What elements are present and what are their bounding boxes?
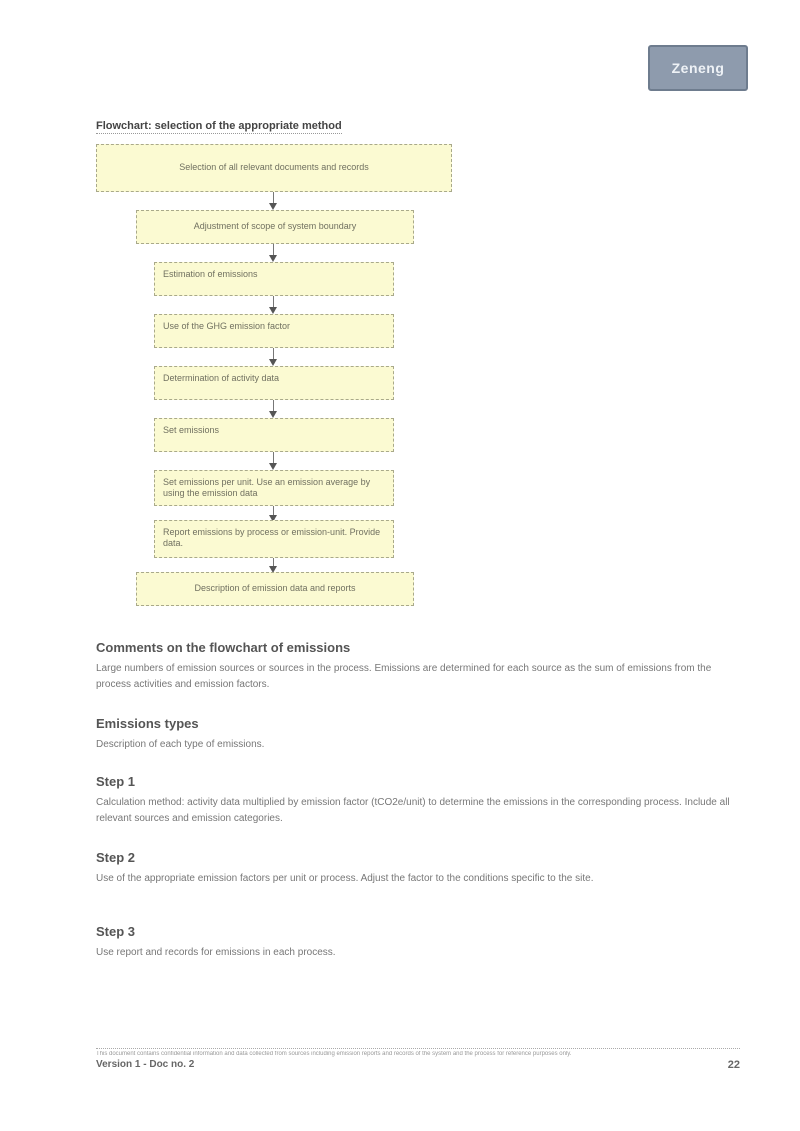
flow-step-9 — [136, 572, 414, 606]
flow-step-2 — [136, 210, 414, 244]
section-step-3 — [96, 924, 740, 961]
section-flowchart-comments — [96, 640, 740, 692]
flow-arrow-icon — [269, 255, 277, 262]
company-logo: Zeneng — [648, 45, 748, 91]
flow-step-5 — [154, 366, 394, 400]
flow-step-8-label: Report emissions by process or emission-unit. Provide data. — [163, 527, 381, 549]
flow-arrow-icon — [269, 411, 277, 418]
section-heading: Step 1 — [96, 774, 136, 789]
flow-step-1-label: Selection of all relevant documents and records — [179, 162, 369, 173]
section-body: Calculation method: activity data multiplied by emission factor (tCO2e/unit) to determine the emissions in the corresponding process. Include all relevant sources and emission categories. — [96, 797, 730, 824]
section-emissions-types — [96, 716, 740, 753]
flow-arrow-icon — [269, 307, 277, 314]
flow-arrow-icon — [269, 203, 277, 210]
section-body: Large numbers of emission sources or sources in the process. Emissions are determined for each source as the sum of emissions from the process activities and emission factors. — [96, 663, 712, 690]
page-footer — [96, 1048, 740, 1071]
section-heading: Step 2 — [96, 850, 136, 865]
section-body: Use report and records for emissions in each process. — [96, 947, 336, 958]
flow-step-1 — [96, 144, 452, 192]
flow-step-7-label: Set emissions per unit. Use an emission average by using the emission data — [163, 477, 371, 499]
footer-fine-print: This document contains confidential information and data collected from sources including emission reports and records of the system and the process for reference purposes only. — [96, 1051, 572, 1057]
flow-step-2-label: Adjustment of scope of system boundary — [193, 221, 357, 232]
section-body: Description of each type of emissions. — [96, 739, 265, 750]
section-heading: Step 3 — [96, 924, 136, 939]
page-number: 22 — [727, 1059, 740, 1071]
flow-step-3-label: Estimation of emissions — [163, 269, 258, 279]
flow-step-4-label: Use of the GHG emission factor — [163, 321, 291, 331]
flow-step-7 — [154, 470, 394, 506]
flow-step-4 — [154, 314, 394, 348]
section-heading: Comments on the flowchart of emissions — [96, 640, 351, 655]
footer-version: Version 1 - Doc no. 2 — [96, 1059, 195, 1070]
flow-step-6 — [154, 418, 394, 452]
flow-arrow-icon — [269, 359, 277, 366]
section-body: Use of the appropriate emission factors per unit or process. Adjust the factor to the conditions specific to the site. — [96, 873, 594, 884]
flow-step-9-label: Description of emission data and reports — [194, 583, 356, 594]
section-step-1 — [96, 774, 740, 826]
section-heading: Emissions types — [96, 716, 199, 731]
flow-arrow-icon — [269, 463, 277, 470]
flow-step-8 — [154, 520, 394, 558]
flowchart-title: Flowchart: selection of the appropriate method — [96, 120, 342, 132]
section-step-2 — [96, 850, 740, 887]
flow-step-6-label: Set emissions — [163, 425, 220, 435]
flow-step-3 — [154, 262, 394, 296]
flow-step-5-label: Determination of activity data — [163, 373, 280, 383]
